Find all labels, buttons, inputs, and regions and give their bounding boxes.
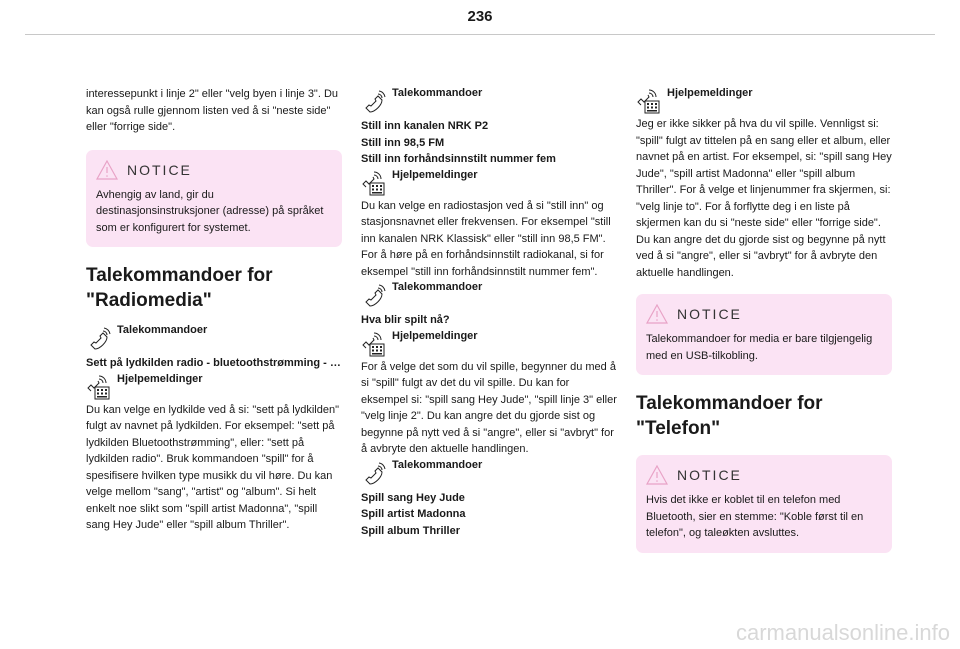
- notice-box: [636, 294, 892, 375]
- notice-text: Hvis det ikke er koblet til en telefon med Bluetooth, sier en stemme: "Koble først til en telefon", og taleøkten avsluttes.: [646, 494, 864, 539]
- help-message-label-row: [86, 372, 342, 400]
- command-list: [361, 490, 617, 540]
- help-message-label-row: [636, 86, 892, 114]
- help-message-label-row: [361, 329, 617, 357]
- top-divider: [25, 34, 935, 35]
- help-message-text: Jeg er ikke sikker på hva du vil spille. Vennligst si: "spill" fulgt av tittelen på en sang eller et album, eller navnet på en artist. For eksempel, si: "spill sang Hey Jude", "spill artist Madonna" eller "spill album Thriller". For å velge et linjenummer fra skjermen, si: "velg linje to". For å forflytte deg i en liste på skjermen kan du si "neste side" eller "forrige side". Du kan angre det du gjorde sist og begynne på nytt ved å si "angre", eller si "avbryt" for å avbryte den aktuelle handlingen.: [636, 118, 892, 279]
- notice-text: Avhengig av land, gir du destinasjonsinstruksjoner (adresse) på språket som er konfigurert for systemet.: [96, 188, 324, 234]
- command-item: Still inn kanalen NRK P2: [361, 120, 489, 132]
- warning-icon: [646, 304, 668, 324]
- watermark: carmanualsonline.info: [735, 620, 950, 645]
- help-message-icon: [86, 374, 112, 400]
- help-message-icon: [361, 331, 387, 357]
- voice-command-label-row: [361, 86, 617, 114]
- help-message-text: Du kan velge en radiostasjon ved å si "still inn" og stasjonsnavnet eller frekvensen. For eksempel "still inn kanalen NRK Klassisk" eller "still inn 98,5 FM". For å høre på en forhåndsinnstilt radiokanal, si for eksempel "still inn forhåndsinnstilt nummer fem".: [361, 199, 611, 278]
- voice-command-label: Talekommandoer: [392, 87, 483, 99]
- help-message-icon: [361, 170, 387, 196]
- command-item: Spill album Thriller: [361, 524, 461, 537]
- help-message-label: Hjelpemeldinger: [667, 87, 753, 99]
- column-1: [86, 86, 342, 534]
- help-message-text: Du kan velge en lydkilde ved å si: "sett på lydkilden" fulgt av navnet på lydkilden. For eksempel: "sett på lydkilden Bluetoothstrømming", eller: "sett på lydkilden radio". Bruk kommandoen "spill" for å spesifisere hvilken type musikk du vil høre. Du kan velge mellom "sang", "artist" og "album". Si helt enkelt noe slikt som "spill artist Madonna", "spill sang Hey Jude" eller "spill album Thriller".: [86, 403, 340, 531]
- help-message-icon: [636, 88, 662, 114]
- command-item: Still inn forhåndsinnstilt nummer fem: [361, 153, 556, 165]
- command-item: Spill sang Hey Jude: [361, 491, 465, 504]
- help-message-label: Hjelpemeldinger: [117, 372, 203, 385]
- notice-text: Talekommandoer for media er bare tilgjengelig med en USB-tilkobling.: [646, 333, 873, 362]
- command-text: Hva blir spilt nå?: [361, 314, 450, 326]
- notice-title: NOTICE: [677, 306, 742, 322]
- notice-box: [636, 455, 892, 553]
- section-heading: Talekommandoer for "Telefon": [636, 393, 823, 439]
- voice-command-icon: [361, 88, 387, 114]
- voice-command-label-row: [361, 458, 617, 486]
- column-2: [361, 86, 617, 539]
- voice-command-label-row: [86, 323, 342, 351]
- help-message-label-row: [361, 168, 617, 196]
- command-text: Sett på lydkilden radio - bluetoothstrømming - …: [86, 357, 341, 369]
- section-heading: Talekommandoer for "Radiomedia": [86, 265, 273, 311]
- voice-command-icon: [361, 460, 387, 486]
- warning-icon: [96, 160, 118, 180]
- notice-box: [86, 150, 342, 248]
- voice-command-icon: [86, 325, 112, 351]
- notice-title: NOTICE: [127, 161, 192, 178]
- voice-command-icon: [361, 282, 387, 308]
- voice-command-label-row: [361, 280, 617, 308]
- voice-command-label: Talekommandoer: [117, 324, 208, 336]
- intro-text: interessepunkt i linje 2" eller "velg byen i linje 3". Du kan også rulle gjennom listen ved å si "neste side" eller "forrige side".: [86, 88, 339, 133]
- command-item: Spill artist Madonna: [361, 508, 466, 520]
- page-number: 236: [467, 8, 493, 25]
- help-message-label: Hjelpemeldinger: [392, 168, 478, 181]
- command-item: Still inn 98,5 FM: [361, 136, 445, 149]
- notice-title: NOTICE: [677, 467, 742, 483]
- column-3: [636, 86, 892, 553]
- warning-icon: [646, 465, 668, 485]
- voice-command-label: Talekommandoer: [392, 281, 483, 293]
- command-list: [361, 118, 617, 168]
- help-message-label: Hjelpemeldinger: [392, 329, 478, 342]
- voice-command-label: Talekommandoer: [392, 458, 483, 471]
- help-message-text: For å velge det som du vil spille, begynner du med å si "spill" fulgt av det du vil spille. Du kan for eksempel si: "spill sang Hey Jude", "spill linje 3" eller "velg linje 2". Du kan angre det du gjorde sist og begynne på nytt ved å si "angre", eller si "avbryt" for å avbryte den aktuelle handlingen.: [361, 360, 617, 455]
